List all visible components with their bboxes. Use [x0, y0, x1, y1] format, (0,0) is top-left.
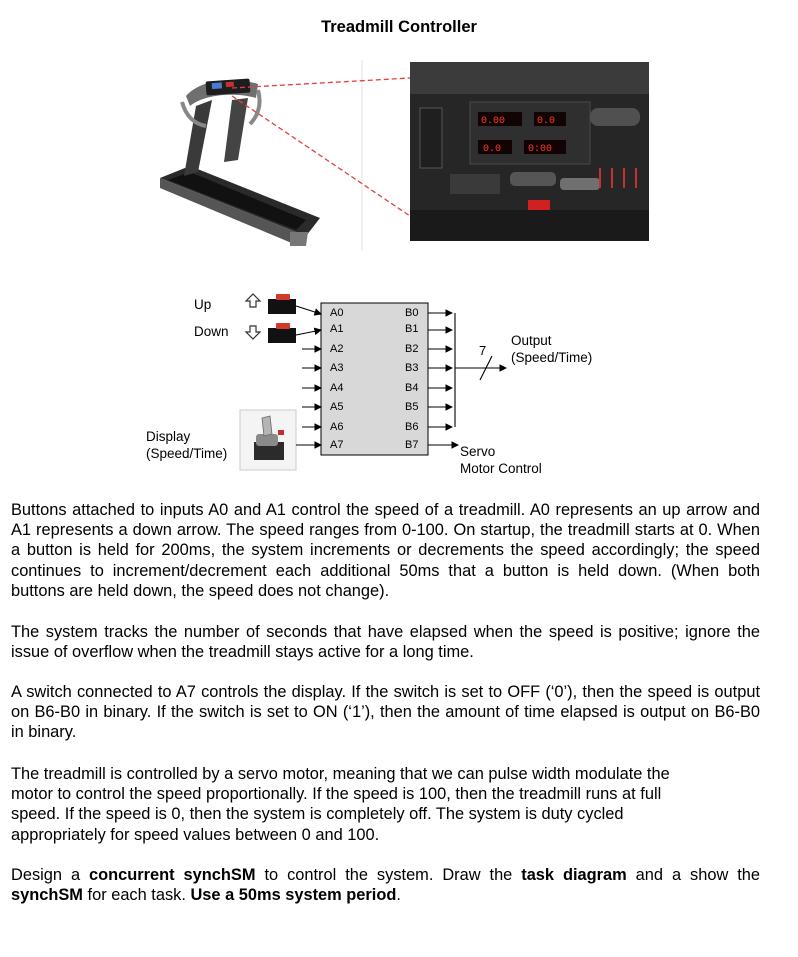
design-emphasis-synchsm: concurrent synchSM	[89, 866, 256, 884]
pin-a3: A3	[330, 362, 344, 374]
output-label-line2: (Speed/Time)	[511, 350, 593, 365]
pin-b2: B2	[405, 343, 419, 355]
pin-a5: A5	[330, 401, 344, 413]
pin-b1: B1	[405, 323, 419, 335]
paragraph-buttons: Buttons attached to inputs A0 and A1 control the speed of a treadmill. A0 represents an up arrow and A1 represents a down arrow. The speed ranges from 0-100. On startup, the treadmill starts at 0. When a button is held for 200ms, the system increments or decrements the speed accordingly; the speed continues to increment/decrement each additional 50ms that a button is held down. (When both buttons are held down, the speed does not change).	[11, 501, 760, 600]
console-display-1: 0.00	[481, 116, 506, 127]
design-text-1: Design a	[11, 866, 90, 884]
design-emphasis-period: Use a 50ms system period	[190, 886, 397, 905]
treadmill-image	[160, 78, 320, 246]
design-text-5: .	[396, 886, 401, 905]
pin-b4: B4	[405, 382, 419, 394]
pin-b6: B6	[405, 421, 419, 433]
paragraph-servo-line3: speed. If the speed is 0, then the system is completely off. The system is duty cycled	[11, 805, 624, 824]
console-display-4: 0:00	[528, 144, 553, 155]
design-text-3: and a show the	[626, 866, 761, 884]
design-emphasis-task-diagram: task diagram	[521, 866, 627, 884]
paragraph-display-switch: A switch connected to A7 controls the display. If the switch is set to OFF (‘0’), then the speed is output on B6-B0 in binary. If the switch is set to ON (‘1’), then the amount of time elapsed is output on B6-B0 in binary.	[11, 683, 760, 742]
pin-b7: B7	[405, 439, 419, 451]
design-text-4: for each task.	[82, 886, 191, 905]
design-emphasis-each-synchsm: synchSM	[11, 886, 83, 905]
pin-b5: B5	[405, 401, 419, 413]
down-label: Down	[194, 324, 229, 339]
paragraph-elapsed-time: The system tracks the number of seconds that have elapsed when the speed is positive; ignore the issue of overflow when the treadmill stays active for a long time.	[11, 623, 760, 662]
display-label-line1: Display	[146, 429, 191, 444]
servo-label-line1: Servo	[460, 444, 496, 459]
down-button-image	[268, 323, 296, 343]
display-label-line2: (Speed/Time)	[146, 446, 228, 461]
pin-a4: A4	[330, 382, 344, 394]
paragraph-servo	[11, 764, 771, 845]
up-button-image	[268, 294, 296, 314]
page-title: Treadmill Controller	[321, 18, 477, 36]
paragraph-servo-line4: appropriately for speed values between 0 and 100.	[11, 825, 380, 844]
design-text-2: to control the system. Draw the	[255, 866, 522, 884]
pin-b3: B3	[405, 362, 419, 374]
paragraph-servo-line1: The treadmill is controlled by a servo motor, meaning that we can pulse width modulate the	[11, 765, 670, 783]
console-display-3: 0.0	[483, 144, 502, 155]
pin-a6: A6	[330, 421, 344, 433]
console-display-2: 0.0	[537, 116, 556, 127]
up-label: Up	[194, 297, 212, 312]
pin-a2: A2	[330, 343, 344, 355]
pin-b0: B0	[405, 307, 419, 319]
pin-a0: A0	[330, 307, 344, 319]
toggle-switch-image	[240, 410, 296, 470]
bus-width-label: 7	[479, 343, 487, 358]
pin-a1: A1	[330, 323, 344, 335]
paragraph-servo-line2: motor to control the speed proportionally. If the speed is 100, then the treadmill runs at full	[11, 785, 662, 804]
up-arrow-icon	[246, 294, 260, 307]
console-photo	[410, 62, 649, 241]
down-arrow-icon	[246, 326, 260, 339]
output-label-line1: Output	[511, 333, 552, 348]
servo-label-line2: Motor Control	[460, 461, 542, 476]
pin-a7: A7	[330, 439, 344, 451]
paragraph-design-task	[11, 865, 760, 905]
